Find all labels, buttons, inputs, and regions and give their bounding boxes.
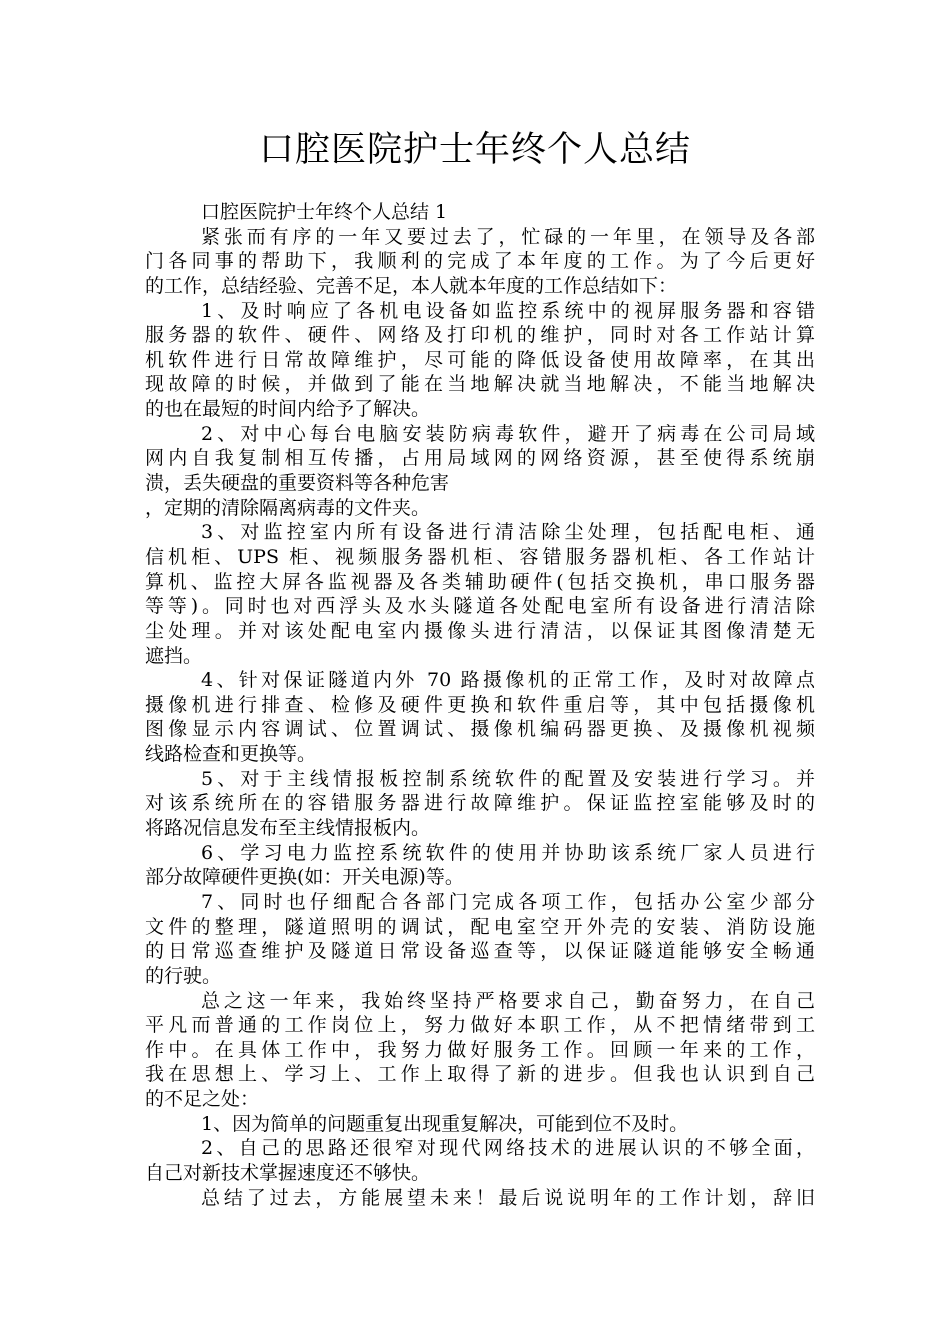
text-line: 的不足之处： (145, 1088, 260, 1111)
text-line: 门各同事的帮助下，我顺利的完成了本年度的工作。为了今后更好 (145, 250, 815, 273)
text-line: 2、自己的思路还很窄对现代网络技术的进展认识的不够全面， (201, 1137, 815, 1160)
text-line: 的工作，总结经验、完善不足，本人就本年度的工作总结如下： (145, 274, 678, 297)
text-line: 4、针对保证隧道内外 70 路摄像机的正常工作，及时对故障点 (201, 669, 815, 692)
text-line: 2、对中心每台电脑安装防病毒软件，避开了病毒在公司局域 (201, 422, 815, 445)
text-line: 摄像机进行排查、检修及硬件更换和软件重启等，其中包括摄像机 (145, 693, 815, 716)
text-line: 网内自我复制相互传播，占用局域网的网络资源，甚至使得系统崩 (145, 447, 815, 470)
text-line: 的日常巡查维护及隧道日常设备巡查等，以保证隧道能够安全畅通 (145, 940, 815, 963)
text-line: 口腔医院护士年终个人总结 1 (201, 201, 448, 223)
text-line: 等等)。同时也对西浮头及水头隧道各处配电室所有设备进行清洁除 (145, 595, 815, 618)
document-title: 口腔医院护士年终个人总结 (258, 130, 691, 170)
text-line: 总结了过去，方能展望未来！最后说说明年的工作计划，辞旧 (201, 1186, 815, 1209)
text-line: 平凡而普通的工作岗位上，努力做好本职工作，从不把情绪带到工 (145, 1014, 815, 1037)
text-line: 我在思想上、学习上、工作上取得了新的进步。但我也认识到自己 (145, 1063, 815, 1086)
text-line: 的也在最短的时间内给予了解决。 (145, 398, 431, 421)
text-line: 现故障的时候，并做到了能在当地解决就当地解决，不能当地解决 (145, 373, 815, 396)
text-line: 线路检查和更换等。 (145, 743, 317, 766)
text-line: 的行驶。 (145, 964, 222, 987)
text-line: 自己对新技术掌握速度还不够快。 (145, 1161, 431, 1184)
text-line: 尘处理。并对该处配电室内摄像头进行清洁，以保证其图像清楚无 (145, 619, 815, 642)
text-line: 部分故障硬件更换(如：开关电源)等。 (145, 866, 464, 889)
text-line: 服务器的软件、硬件、网络及打印机的维护，同时对各工作站计算 (145, 324, 815, 347)
text-line: 紧张而有序的一年又要过去了，忙碌的一年里，在领导及各部 (201, 225, 815, 248)
text-line: 将路况信息发布至主线情报板内。 (145, 817, 431, 840)
text-line: 7、同时也仔细配合各部门完成各项工作，包括办公室少部分 (201, 890, 815, 913)
text-line: 1、及时响应了各机电设备如监控系统中的视屏服务器和容错 (201, 299, 815, 322)
text-line: 信机柜、UPS 柜、视频服务器机柜、容错服务器机柜、各工作站计 (145, 545, 815, 568)
text-line: ，定期的清除隔离病毒的文件夹。 (145, 496, 431, 519)
text-line: 对该系统所在的容错服务器进行故障维护。保证监控室能够及时的 (145, 792, 815, 815)
text-line: 3、对监控室内所有设备进行清洁除尘处理，包括配电柜、通 (201, 521, 815, 544)
text-line: 遮挡。 (145, 644, 203, 667)
text-line: 机软件进行日常故障维护，尽可能的降低设备使用故障率，在其出 (145, 348, 815, 371)
text-line: 算机、监控大屏各监视器及各类辅助硬件(包括交换机，串口服务器 (145, 570, 815, 593)
text-line: 文件的整理，隧道照明的调试，配电室空开外壳的安装、消防设施 (145, 915, 815, 938)
text-line: 6、学习电力监控系统软件的使用并协助该系统厂家人员进行 (201, 841, 815, 864)
text-line: 1、因为简单的问题重复出现重复解决，可能到位不及时。 (201, 1112, 689, 1135)
text-line: 溃，丢失硬盘的重要资料等各种危害 (145, 472, 450, 495)
text-line: 5、对于主线情报板控制系统软件的配置及安装进行学习。并 (201, 767, 815, 790)
document-body (145, 200, 815, 1210)
text-line: 作中。在具体工作中，我努力做好服务工作。回顾一年来的工作， (145, 1038, 815, 1061)
text-line: 总之这一年来，我始终坚持严格要求自己，勤奋努力，在自己 (201, 989, 815, 1012)
text-line: 图像显示内容调试、位置调试、摄像机编码器更换、及摄像机视频 (145, 718, 815, 741)
